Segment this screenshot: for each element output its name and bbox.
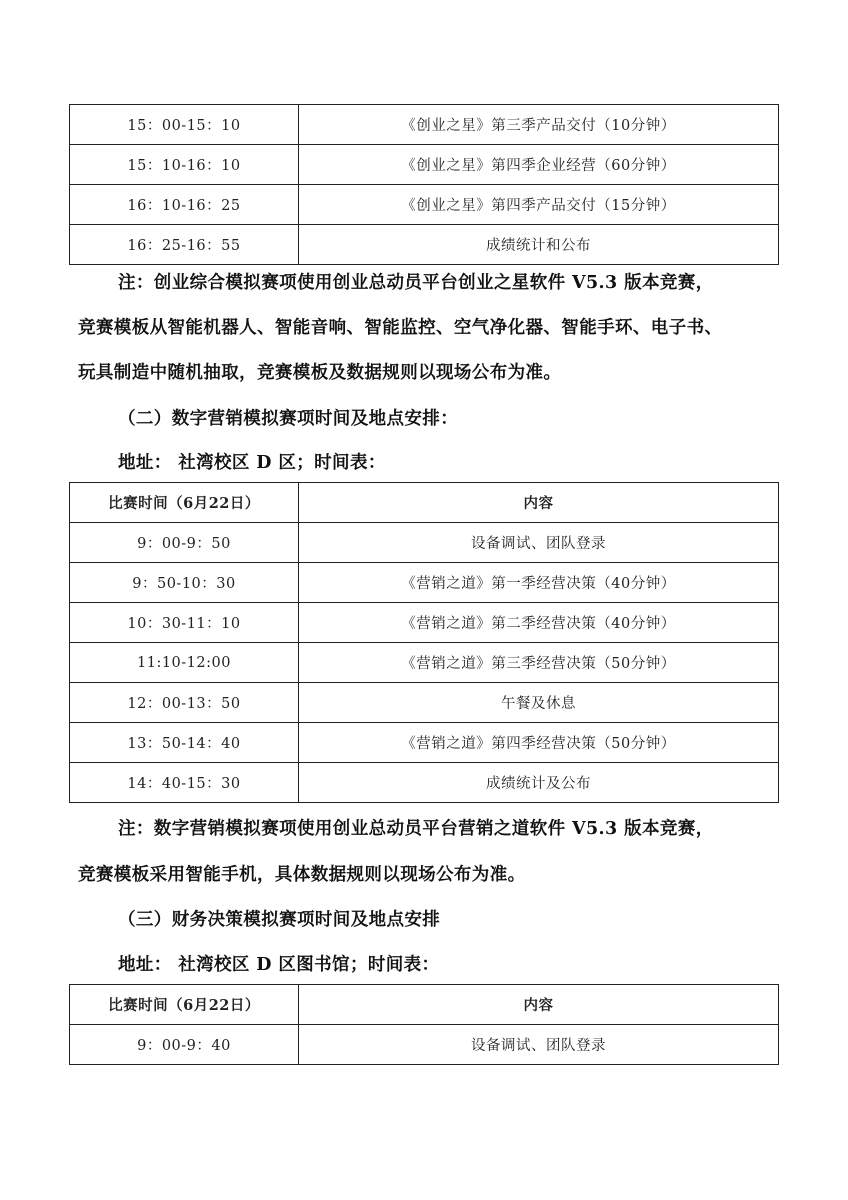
content-cell: 《营销之道》第四季经营决策（50分钟） bbox=[299, 723, 779, 763]
time-cell: 16：25-16：55 bbox=[70, 225, 299, 265]
table-row bbox=[70, 523, 779, 563]
time-cell: 15：00-15：10 bbox=[70, 105, 299, 145]
table-row bbox=[70, 683, 779, 723]
schedule-table-marketing bbox=[69, 482, 779, 803]
time-cell: 14：40-15：30 bbox=[70, 763, 299, 803]
table-row bbox=[70, 563, 779, 603]
time-cell: 15：10-16：10 bbox=[70, 145, 299, 185]
section3-address: 地址： 社湾校区 D 区图书馆；时间表： bbox=[118, 955, 440, 975]
schedule-table-finance bbox=[69, 984, 779, 1065]
note2-line1: 注：数字营销模拟赛项使用创业总动员平台营销之道软件 V5.3 版本竞赛， bbox=[118, 819, 714, 839]
note2-line2: 竞赛模板采用智能手机，具体数据规则以现场公布为准。 bbox=[78, 865, 526, 885]
content-cell: 《创业之星》第四季企业经营（60分钟） bbox=[299, 145, 779, 185]
header-content-cell: 内容 bbox=[299, 985, 779, 1025]
section2-address: 地址： 社湾校区 D 区；时间表： bbox=[118, 453, 386, 473]
header-time-cell: 比赛时间（6月22日） bbox=[70, 483, 299, 523]
schedule-table-entrepreneurship bbox=[69, 104, 779, 265]
note1-line3: 玩具制造中随机抽取，竞赛模板及数据规则以现场公布为准。 bbox=[78, 363, 562, 383]
time-cell: 10：30-11：10 bbox=[70, 603, 299, 643]
table-row bbox=[70, 185, 779, 225]
time-cell: 12：00-13：50 bbox=[70, 683, 299, 723]
table-row bbox=[70, 763, 779, 803]
note1-line1: 注：创业综合模拟赛项使用创业总动员平台创业之星软件 V5.3 版本竞赛， bbox=[118, 273, 714, 293]
table-row bbox=[70, 1025, 779, 1065]
content-cell: 设备调试、团队登录 bbox=[299, 1025, 779, 1065]
time-cell: 16：10-16：25 bbox=[70, 185, 299, 225]
time-cell: 9：00-9：50 bbox=[70, 523, 299, 563]
content-cell: 《营销之道》第三季经营决策（50分钟） bbox=[299, 643, 779, 683]
note1-line2: 竞赛模板从智能机器人、智能音响、智能监控、空气净化器、智能手环、电子书、 bbox=[78, 318, 723, 338]
time-cell: 11:10-12:00 bbox=[70, 643, 299, 683]
time-cell: 13：50-14：40 bbox=[70, 723, 299, 763]
table-row bbox=[70, 643, 779, 683]
table-row bbox=[70, 145, 779, 185]
section2-heading: （二）数字营销模拟赛项时间及地点安排： bbox=[118, 409, 459, 429]
time-cell: 9：00-9：40 bbox=[70, 1025, 299, 1065]
content-cell: 成绩统计和公布 bbox=[299, 225, 779, 265]
table-row bbox=[70, 225, 779, 265]
table-header-row bbox=[70, 483, 779, 523]
table-header-row bbox=[70, 985, 779, 1025]
content-cell: 《创业之星》第三季产品交付（10分钟） bbox=[299, 105, 779, 145]
table-row bbox=[70, 105, 779, 145]
content-cell: 《创业之星》第四季产品交付（15分钟） bbox=[299, 185, 779, 225]
table-row bbox=[70, 603, 779, 643]
time-cell: 9：50-10：30 bbox=[70, 563, 299, 603]
content-cell: 《营销之道》第二季经营决策（40分钟） bbox=[299, 603, 779, 643]
content-cell: 午餐及休息 bbox=[299, 683, 779, 723]
content-cell: 《营销之道》第一季经营决策（40分钟） bbox=[299, 563, 779, 603]
table-row bbox=[70, 723, 779, 763]
content-cell: 设备调试、团队登录 bbox=[299, 523, 779, 563]
section3-heading: （三）财务决策模拟赛项时间及地点安排 bbox=[118, 910, 441, 930]
header-time-cell: 比赛时间（6月22日） bbox=[70, 985, 299, 1025]
header-content-cell: 内容 bbox=[299, 483, 779, 523]
content-cell: 成绩统计及公布 bbox=[299, 763, 779, 803]
